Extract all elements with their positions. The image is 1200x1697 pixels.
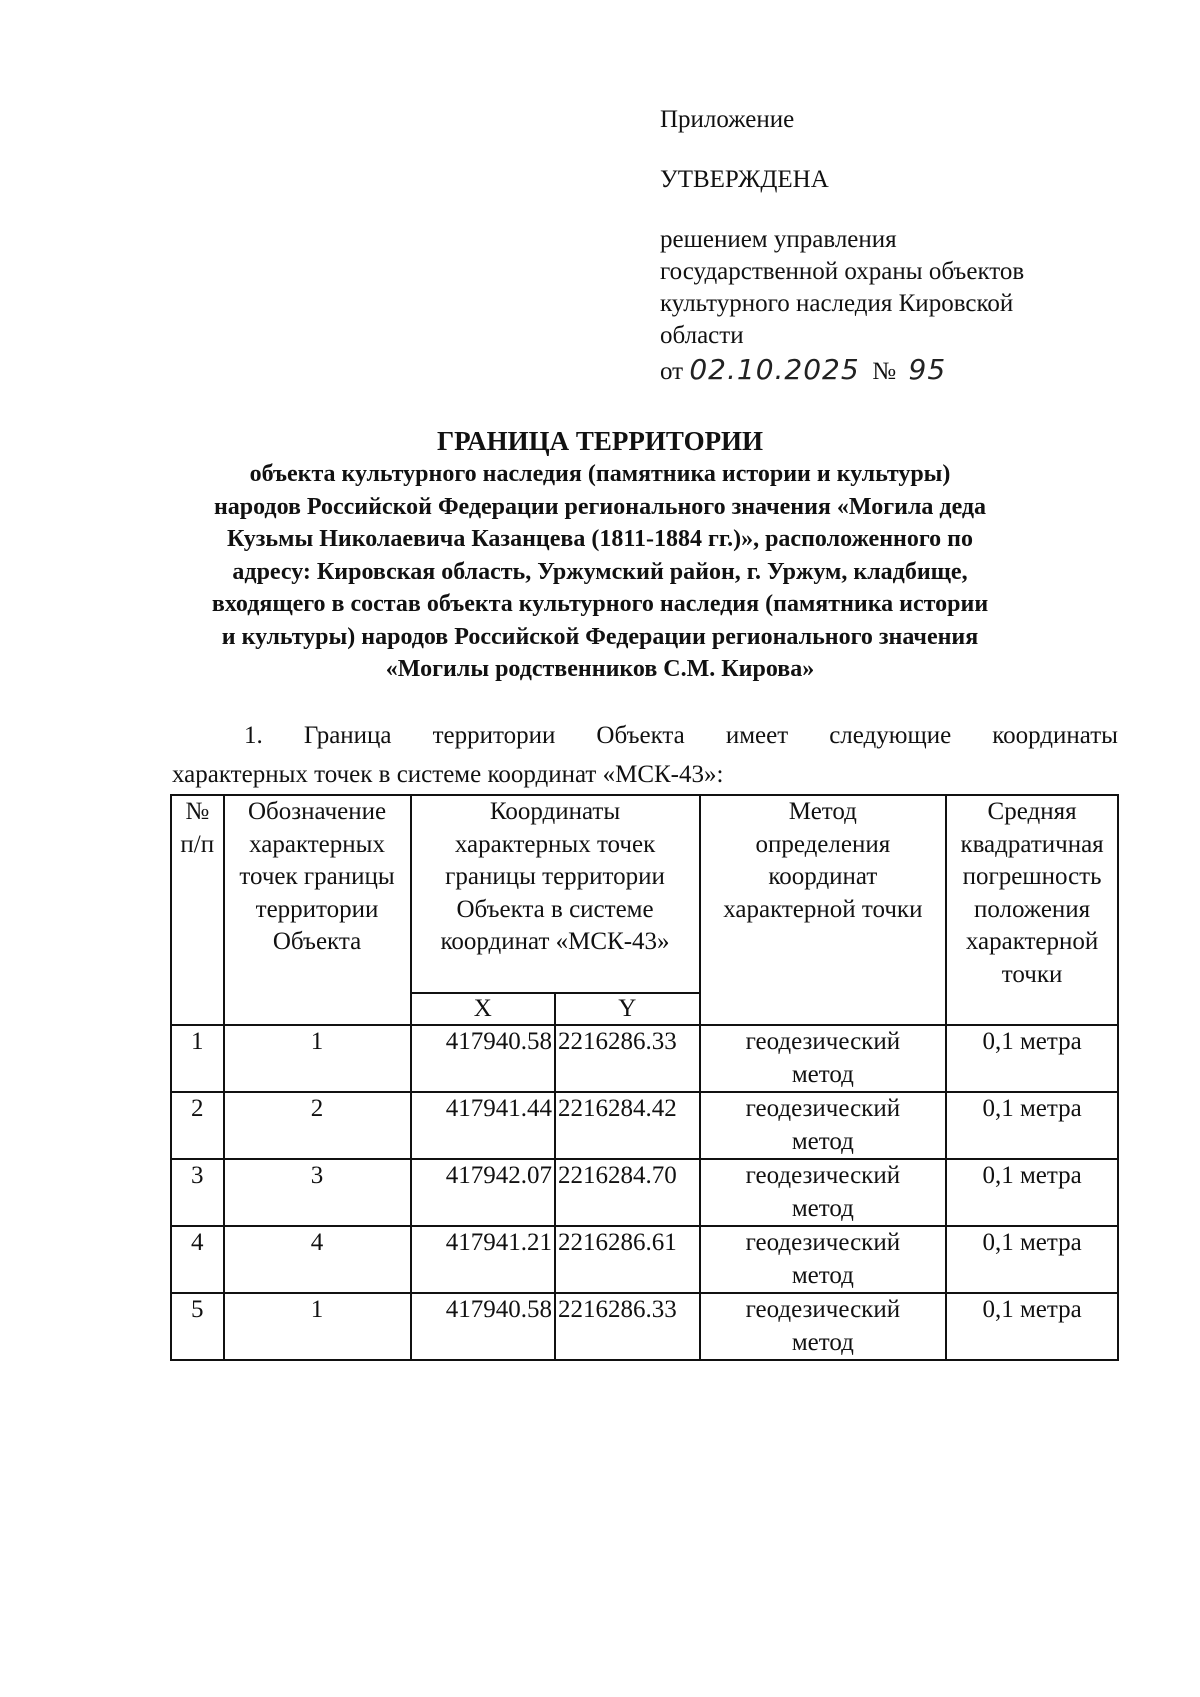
- title-line: народов Российской Федерации регионального значения «Могила деда: [213, 493, 987, 520]
- header-method: [700, 795, 947, 1025]
- table-row: [171, 1025, 1118, 1092]
- number-prefix: №: [872, 358, 897, 385]
- cell-x: 417941.44: [411, 1092, 556, 1159]
- appendix-label: Приложение: [660, 106, 795, 133]
- approved-label: УТВЕРЖДЕНА: [660, 166, 829, 193]
- paragraph-word: территории: [432, 722, 556, 749]
- header-text: погрешность: [962, 863, 1102, 890]
- header-text: границы территории: [445, 863, 665, 890]
- paragraph-line: характерных точек в системе координат «МСК-43»:: [172, 761, 724, 788]
- cell-number: 2: [171, 1092, 224, 1159]
- cell-x: 417941.21: [411, 1226, 556, 1293]
- paragraph-word: Объекта: [596, 722, 685, 749]
- table-header-row: [171, 795, 1118, 993]
- header-text: Метод: [788, 798, 857, 825]
- cell-number: 5: [171, 1293, 224, 1360]
- title-line: Кузьмы Николаевича Казанцева (1811-1884 гг.)», расположенного по: [226, 526, 973, 552]
- header-text: точки: [1001, 960, 1063, 988]
- header-text: положения: [973, 895, 1091, 923]
- cell-point: 2: [224, 1092, 411, 1159]
- cell-text: метод: [791, 1060, 854, 1088]
- header-x: X: [411, 993, 556, 1025]
- title-line: «Могилы родственников С.М. Кирова»: [385, 656, 815, 682]
- header-text: характерных: [249, 830, 385, 858]
- handwritten-number: 95: [908, 353, 947, 386]
- paragraph-word: координаты: [992, 722, 1118, 749]
- cell-text: геодезический: [745, 1095, 901, 1122]
- paragraph-word: 1.: [244, 722, 263, 749]
- cell-method: [700, 1025, 947, 1092]
- paragraph-1: [172, 716, 1118, 794]
- title-line: адресу: Кировская область, Уржумский район, г. Уржум, кладбище,: [232, 558, 968, 585]
- decision-line: области: [660, 322, 744, 349]
- header-text: №: [185, 798, 210, 825]
- coordinates-table: [170, 794, 1119, 1361]
- cell-error: 0,1 метра: [946, 1025, 1118, 1092]
- decision-line: государственной охраны объектов: [660, 258, 1025, 285]
- header-coordinates: [411, 795, 700, 993]
- paragraph-word: имеет: [725, 722, 789, 749]
- title-main: ГРАНИЦА ТЕРРИТОРИИ: [436, 426, 764, 456]
- header-text: характерных точек: [454, 830, 656, 858]
- cell-method: [700, 1159, 947, 1226]
- header-text: характерной: [965, 928, 1099, 955]
- cell-error: 0,1 метра: [946, 1226, 1118, 1293]
- header-text: точек границы: [239, 863, 395, 890]
- cell-text: геодезический: [745, 1229, 901, 1256]
- cell-error: 0,1 метра: [946, 1159, 1118, 1226]
- table-row: [171, 1226, 1118, 1293]
- cell-text: метод: [791, 1328, 854, 1356]
- header-text: координат «МСК-43»: [440, 928, 670, 955]
- header-text: координат: [768, 863, 878, 890]
- header-text: территории: [255, 895, 379, 923]
- cell-x: 417942.07: [411, 1159, 556, 1226]
- cell-x: 417940.58: [411, 1293, 556, 1360]
- title-subtitle: [150, 458, 1050, 686]
- cell-text: метод: [791, 1127, 854, 1155]
- paragraph-line-justified: [172, 716, 1118, 755]
- header-text: п/п: [180, 830, 215, 858]
- handwritten-date: 02.10.2025: [689, 353, 860, 386]
- decision-line: культурного наследия Кировской: [660, 290, 1014, 317]
- table-row: [171, 1092, 1118, 1159]
- cell-text: геодезический: [745, 1028, 901, 1055]
- table-row: [171, 1293, 1118, 1360]
- date-number-line: [660, 354, 1140, 388]
- header-error: [946, 795, 1118, 1025]
- header-text: Координаты: [489, 798, 621, 825]
- header-point-name: [224, 795, 411, 1025]
- cell-y: 2216286.33: [555, 1293, 700, 1360]
- cell-method: [700, 1226, 947, 1293]
- header-text: характерной точки: [723, 895, 923, 923]
- cell-number: 3: [171, 1159, 224, 1226]
- header-text: Объекта: [272, 928, 362, 955]
- header-text: определения: [755, 830, 891, 858]
- header-text: Средняя: [987, 798, 1077, 825]
- cell-method: [700, 1092, 947, 1159]
- cell-y: 2216286.61: [555, 1226, 700, 1293]
- cell-error: 0,1 метра: [946, 1293, 1118, 1360]
- cell-y: 2216286.33: [555, 1025, 700, 1092]
- cell-text: метод: [791, 1194, 854, 1222]
- date-prefix: от: [660, 358, 684, 385]
- paragraph-word: следующие: [829, 722, 952, 749]
- cell-point: 1: [224, 1293, 411, 1360]
- cell-text: метод: [791, 1261, 854, 1289]
- cell-error: 0,1 метра: [946, 1092, 1118, 1159]
- title-line: объекта культурного наследия (памятника истории и культуры): [249, 461, 951, 487]
- header-text: квадратичная: [960, 830, 1104, 858]
- cell-point: 1: [224, 1025, 411, 1092]
- cell-point: 4: [224, 1226, 411, 1293]
- cell-point: 3: [224, 1159, 411, 1226]
- cell-method: [700, 1293, 947, 1360]
- header-text: Объекта в системе: [456, 895, 654, 923]
- approval-block: [660, 104, 1140, 388]
- header-text: Обозначение: [247, 798, 387, 825]
- document-title: [150, 424, 1050, 686]
- cell-number: 1: [171, 1025, 224, 1092]
- cell-text: геодезический: [745, 1162, 901, 1189]
- title-line: и культуры) народов Российской Федерации регионального значения: [221, 623, 979, 650]
- decision-line: решением управления: [660, 226, 897, 253]
- cell-y: 2216284.70: [555, 1159, 700, 1226]
- cell-y: 2216284.42: [555, 1092, 700, 1159]
- paragraph-word: Граница: [303, 722, 392, 749]
- cell-x: 417940.58: [411, 1025, 556, 1092]
- table-row: [171, 1159, 1118, 1226]
- header-y: Y: [555, 993, 700, 1025]
- cell-text: геодезический: [745, 1296, 901, 1323]
- cell-number: 4: [171, 1226, 224, 1293]
- title-line: входящего в состав объекта культурного наследия (памятника истории: [211, 591, 989, 617]
- header-number: [171, 795, 224, 1025]
